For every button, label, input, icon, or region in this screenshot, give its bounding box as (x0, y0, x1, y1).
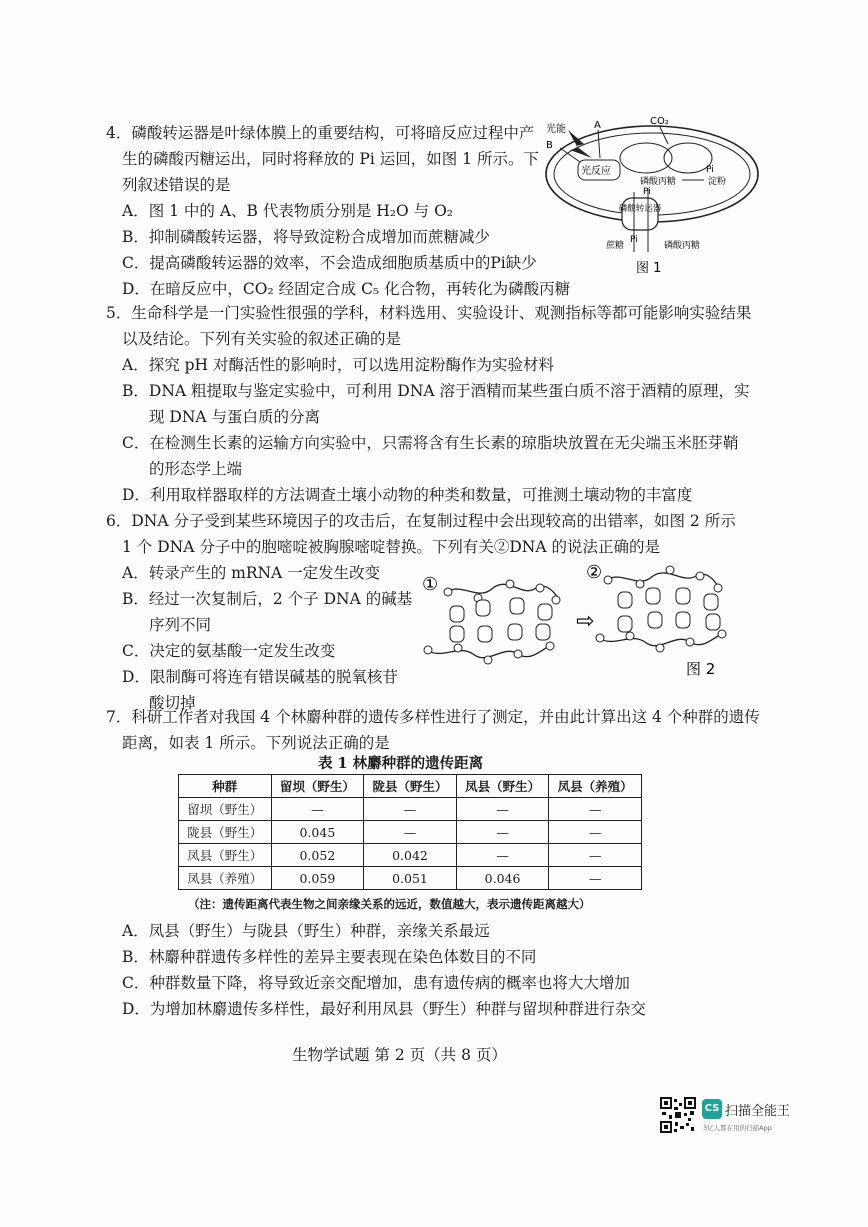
q7-option-b: B．林麝种群遗传多样性的差异主要表现在染色体数目的不同 (122, 948, 537, 966)
q5-option-b-line-1: B．DNA 粗提取与鉴定实验中，可利用 DNA 溶于酒精而某些蛋白质不溶于酒精的原理，实 (122, 382, 750, 400)
q5-option-a: A．探究 pH 对酶活性的影响时，可以选用淀粉酶作为实验材料 (122, 356, 554, 374)
q7-option-a: A．凤县（野生）与陇县（野生）种群，亲缘关系最远 (122, 922, 490, 940)
table-cell: — (549, 821, 642, 844)
table-header: 种群 (179, 775, 272, 798)
q7-option-d: D．为增加林麝遗传多样性，最好利用凤县（野生）种群与留坝种群进行杂交 (122, 1000, 646, 1018)
q6-option-a: A．转录产生的 mRNA 一定发生改变 (122, 564, 381, 582)
q5-stem-line-1: 5．生命科学是一门实验性很强的学科，材料选用、实验设计、观测指标等都可能影响实验结果 (106, 304, 752, 322)
q6-stem-line-2: 1 个 DNA 分子中的胞嘧啶被胸腺嘧啶替换。下列有关②DNA 的说法正确的是 (122, 538, 660, 556)
figure-2-dna-diagram (418, 562, 738, 680)
table-row (179, 798, 642, 821)
table-cell: 0.052 (271, 844, 364, 867)
scanner-tagline: 3亿人都在用的扫描App (703, 1124, 772, 1132)
table-row-label: 留坝（野生） (179, 798, 272, 821)
table-cell: 0.046 (456, 867, 549, 890)
q4-stem-line-1: 4．磷酸转运器是叶绿体膜上的重要结构，可将暗反应过程中产 (106, 124, 535, 142)
camscanner-logo: CS (702, 1099, 722, 1119)
q6-option-d-line-1: D．限制酶可将连有错误碱基的脱氧核苷 (122, 668, 398, 686)
q4-option-d: D．在暗反应中，CO₂ 经固定合成 C₅ 化合物，再转化为磷酸丙糖 (122, 280, 571, 298)
fig1-triose-label: 磷酸丙糖 (640, 177, 677, 187)
lightning-icon (568, 130, 592, 158)
genetic-distance-table (178, 774, 642, 890)
table-cell: — (271, 798, 364, 821)
q5-option-c-line-2: 的形态学上端 (149, 460, 243, 478)
table-cell: — (456, 844, 549, 867)
figure-2-caption: 图 2 (686, 660, 716, 678)
table-cell: — (456, 798, 549, 821)
table-cell: — (364, 821, 457, 844)
table-cell: — (549, 844, 642, 867)
table-header: 凤县（养殖） (549, 775, 642, 798)
table-cell: — (549, 867, 642, 890)
fig1-pi2-label: Pi (643, 187, 651, 197)
fig2-label-1: ① (422, 574, 439, 595)
table-row (179, 844, 642, 867)
figure-1-caption: 图 1 (636, 261, 662, 276)
fig1-triose2-label: 磷酸丙糖 (664, 241, 701, 251)
qr-code-icon (660, 1097, 696, 1133)
table-row-label: 凤县（野生） (179, 844, 272, 867)
table-cell: — (456, 821, 549, 844)
q6-option-b-line-2: 序列不同 (149, 616, 212, 634)
table-cell: — (364, 798, 457, 821)
q4-option-c: C．提高磷酸转运器的效率，不会造成细胞质基质中的Pi缺少 (122, 254, 537, 272)
q7-stem-line-2: 距离，如表 1 所示。下列说法正确的是 (122, 734, 390, 752)
fig1-a-label: A (594, 120, 601, 131)
q4-option-b: B．抑制磷酸转运器，将导致淀粉合成增加而蔗糖减少 (122, 228, 490, 246)
table-header: 留坝（野生） (271, 775, 364, 798)
q5-option-b-line-2: 现 DNA 与蛋白质的分离 (149, 408, 321, 426)
fig1-sucrose-label: 蔗糖 (606, 241, 625, 251)
table-cell: 0.051 (364, 867, 457, 890)
scanner-app-name: 扫描全能王 (725, 1104, 791, 1119)
q4-stem-line-2: 生的磷酸丙糖运出，同时将释放的 Pi 运回，如图 1 所示。下 (122, 150, 539, 168)
q6-option-c: C．决定的氨基酸一定发生改变 (122, 642, 336, 660)
q5-option-d: D．利用取样器取样的方法调查土壤小动物的种类和数量，可推测土壤动物的丰富度 (122, 486, 693, 504)
table-row (179, 821, 642, 844)
q5-stem-line-2: 以及结论。下列有关实验的叙述正确的是 (122, 330, 402, 348)
fig1-pi3-label: Pi (630, 235, 638, 245)
fig1-pi1-label: Pi (706, 165, 714, 175)
table-header: 陇县（野生） (364, 775, 457, 798)
q6-option-b-line-1: B．经过一次复制后，2 个子 DNA 的碱基 (122, 590, 413, 608)
fig1-co2-label: CO₂ (650, 116, 669, 127)
table-cell: 0.059 (271, 867, 364, 890)
q7-stem-line-1: 7．科研工作者对我国 4 个林麝种群的遗传多样性进行了测定，并由此计算出这 4 个种群的遗传 (106, 708, 760, 726)
q6-option-d-line-2: 酸切掉 (149, 694, 196, 712)
table-1-caption: 表 1 林麝种群的遗传距离 (318, 755, 484, 772)
table-header: 凤县（野生） (456, 775, 549, 798)
q4-option-a: A．图 1 中的 A、B 代表物质分别是 H₂O 与 O₂ (122, 202, 453, 220)
fig1-starch-label: 淀粉 (708, 177, 727, 187)
fig1-transporter-label: 磷酸转运器 (618, 204, 662, 214)
fig1-light-label: 光能 (546, 124, 566, 135)
table-row (179, 867, 642, 890)
q6-stem-line-1: 6．DNA 分子受到某些环境因子的攻击后，在复制过程中会出现较高的出错率，如图 2 所示 (106, 512, 736, 530)
table-note: （注：遗传距离代表生物之间亲缘关系的远近，数值越大，表示遗传距离越大） (188, 897, 591, 911)
fig1-light-reaction-label: 光反应 (581, 166, 611, 177)
table-cell: 0.045 (271, 821, 364, 844)
table-header-row (179, 775, 642, 798)
table-cell: — (549, 798, 642, 821)
table-row-label: 凤县（养殖） (179, 867, 272, 890)
table-row-label: 陇县（野生） (179, 821, 272, 844)
fig2-arrow: ⇨ (576, 609, 595, 634)
q4-stem-line-3: 列叙述错误的是 (122, 176, 231, 194)
page-footer: 生物学试题 第 2 页（共 8 页） (292, 1046, 507, 1064)
fig1-b-label: B (546, 140, 553, 151)
q7-option-c: C．种群数量下降，将导致近亲交配增加，患有遗传病的概率也将大大增加 (122, 974, 630, 992)
q5-option-c-line-1: C．在检测生长素的运输方向实验中，只需将含有生长素的琼脂块放置在无尖端玉米胚芽鞘 (122, 434, 739, 452)
fig2-label-2: ② (586, 562, 603, 583)
figure-1-chloroplast-diagram (540, 112, 770, 282)
table-cell: 0.042 (364, 844, 457, 867)
